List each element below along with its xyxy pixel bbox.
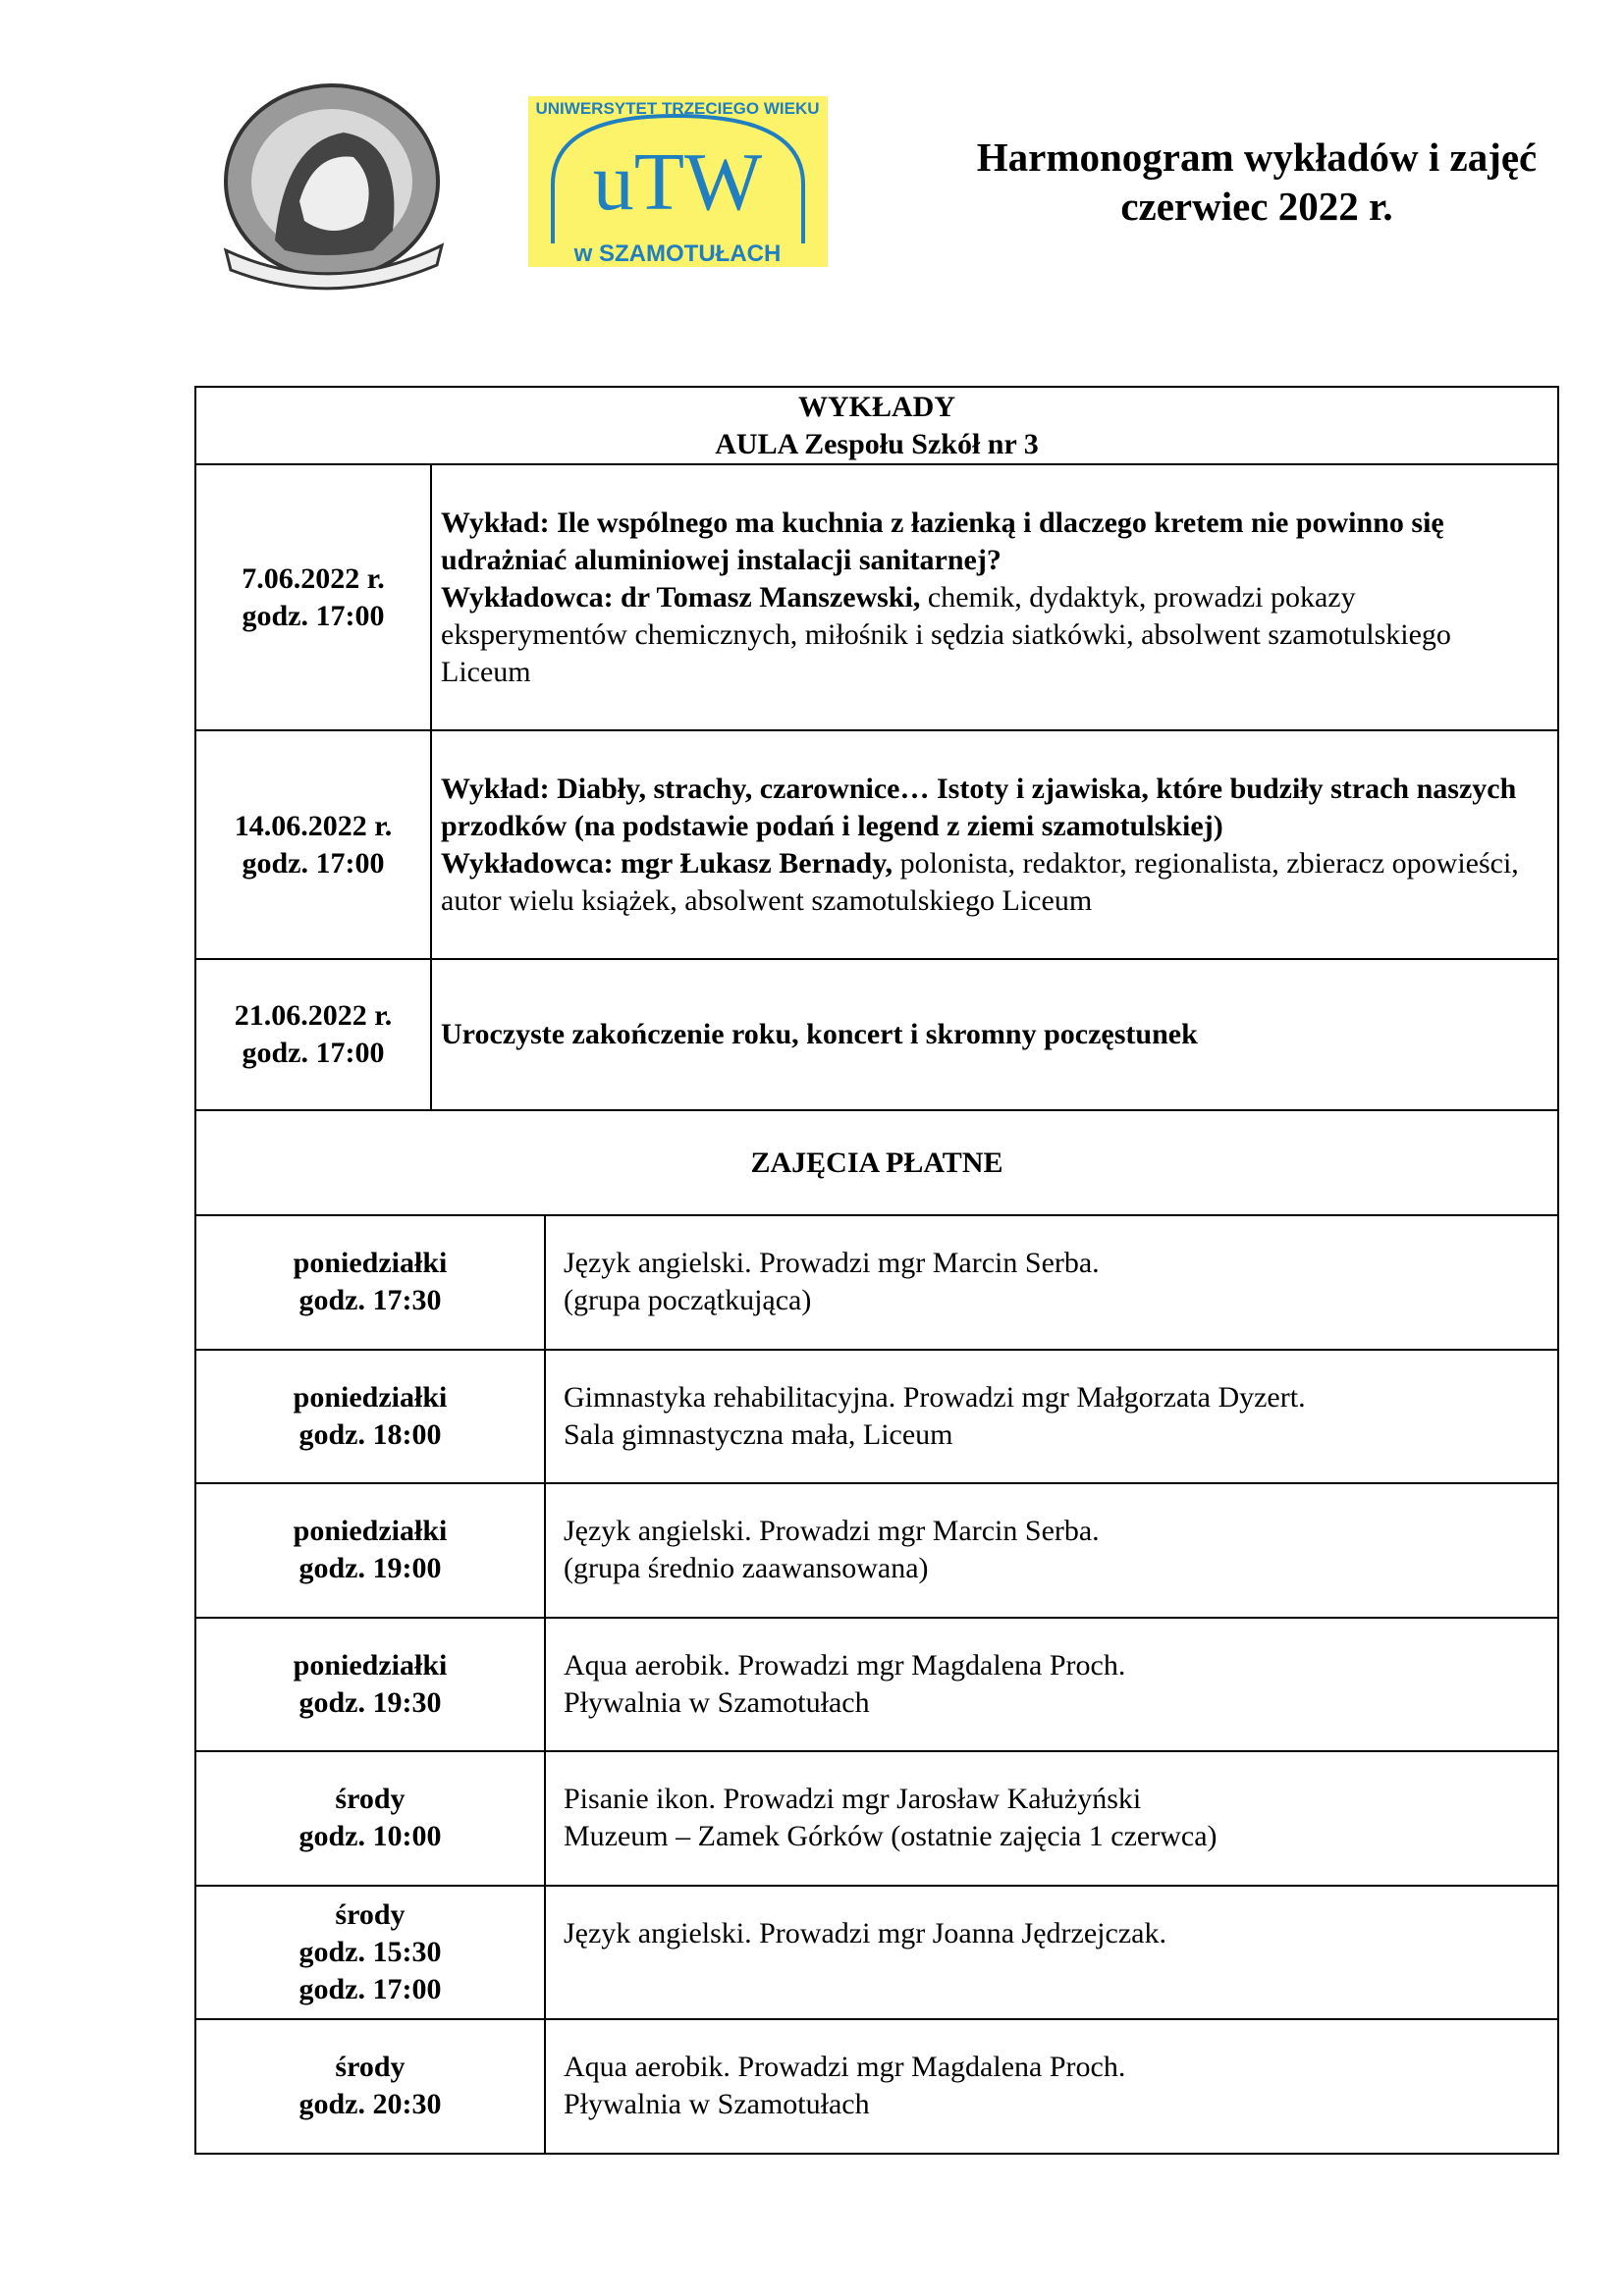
class-description-line: Język angielski. Prowadzi mgr Marcin Serba. xyxy=(564,1247,1100,1280)
lecturer-bio: polonista, redaktor, regionalista, zbieracz opowieści, autor wielu książek, absolwent szamotulskiego Liceum xyxy=(441,846,1519,917)
class-description-line: Aqua aerobik. Prowadzi mgr Magdalena Proch. xyxy=(564,2051,1126,2084)
class-schedule xyxy=(195,1618,545,1752)
lecturer-name: Wykładowca: dr Tomasz Manszewski, xyxy=(441,580,921,614)
class-schedule xyxy=(195,1886,545,2020)
class-time: godz. 19:00 xyxy=(298,1552,442,1585)
class-description xyxy=(545,1618,1558,1752)
class-time: godz. 19:30 xyxy=(298,1685,442,1719)
utw-logo xyxy=(528,96,828,267)
lecture-date: 14.06.2022 r. xyxy=(234,809,393,842)
lecture-description xyxy=(431,464,1558,730)
lectures-table xyxy=(194,386,1559,1111)
class-day: poniedziałki xyxy=(293,1380,448,1414)
class-row xyxy=(195,1350,1558,1484)
class-row xyxy=(195,1751,1558,1886)
lecture-description xyxy=(431,959,1558,1110)
class-description-line: Pisanie ikon. Prowadzi mgr Jarosław Kałużyński xyxy=(564,1783,1142,1816)
lecture-time: godz. 17:00 xyxy=(242,1037,385,1069)
class-row xyxy=(195,1618,1558,1752)
class-schedule xyxy=(195,1215,545,1350)
class-row xyxy=(195,1886,1558,2020)
class-day: środy xyxy=(335,2051,406,2084)
class-schedule xyxy=(195,1350,545,1484)
class-schedule xyxy=(195,1751,545,1886)
class-description xyxy=(545,1215,1558,1350)
class-description-line: Muzeum – Zamek Górków (ostatnie zajęcia 1 czerwca) xyxy=(564,1820,1218,1853)
class-time: godz. 10:00 xyxy=(298,1820,442,1853)
class-schedule xyxy=(195,2019,545,2154)
svg-text:w SZAMOTUŁACH: w SZAMOTUŁACH xyxy=(573,240,782,267)
class-day: poniedziałki xyxy=(293,1247,448,1280)
lectures-title: WYKŁADY xyxy=(797,390,955,423)
class-row xyxy=(195,1215,1558,1350)
lecture-time: godz. 17:00 xyxy=(242,846,385,880)
class-row xyxy=(195,1483,1558,1618)
class-description xyxy=(545,1350,1558,1484)
title-line-1: Harmonogram wykładów i zajęć xyxy=(976,134,1538,180)
class-time: godz. 20:30 xyxy=(298,2088,442,2121)
lecture-time: godz. 17:00 xyxy=(242,599,385,632)
class-day: środy xyxy=(335,1897,406,1931)
lecture-date: 7.06.2022 r. xyxy=(242,561,385,595)
class-description-line: Pływalnia w Szamotułach xyxy=(564,1685,870,1719)
lecture-description xyxy=(431,730,1558,959)
lectures-header xyxy=(195,387,1558,464)
class-day: poniedziałki xyxy=(293,1648,448,1682)
class-description-line: Język angielski. Prowadzi mgr Marcin Serba. xyxy=(564,1515,1100,1548)
page-title xyxy=(864,133,1624,231)
class-description xyxy=(545,1886,1558,2020)
class-time: godz. 15:30 xyxy=(298,1935,442,1968)
class-time: godz. 18:00 xyxy=(298,1417,442,1451)
title-line-2: czerwiec 2022 r. xyxy=(1120,184,1393,229)
class-day: środy xyxy=(335,1783,406,1816)
lecture-topic: Wykład: Ile wspólnego ma kuchnia z łazienką i dlaczego kretem nie powinno się udrażniać aluminiowej instalacji sanitarnej? xyxy=(441,506,1444,576)
svg-text:UNIWERSYTET TRZECIEGO WIEKU: UNIWERSYTET TRZECIEGO WIEKU xyxy=(535,99,820,118)
class-description xyxy=(545,2019,1558,2154)
class-description-line: (grupa średnio zaawansowana) xyxy=(564,1552,929,1585)
class-description-line xyxy=(564,1952,1548,1990)
class-description-line: Aqua aerobik. Prowadzi mgr Magdalena Proch. xyxy=(564,1648,1126,1682)
lecturer-bio: chemik, dydaktyk, prowadzi pokazy eksperymentów chemicznych, miłośnik i sędzia siatkówki, absolwent szamotulskiego Liceum xyxy=(441,580,1451,688)
lecture-date: 21.06.2022 r. xyxy=(234,999,393,1032)
class-description-line: Pływalnia w Szamotułach xyxy=(564,2088,870,2121)
class-description-line: Sala gimnastyczna mała, Liceum xyxy=(564,1417,953,1451)
svg-text:uTW: uTW xyxy=(592,136,763,228)
class-description-line: Gimnastyka rehabilitacyjna. Prowadzi mgr Małgorzata Dyzert. xyxy=(564,1380,1306,1414)
alumni-association-logo xyxy=(206,83,461,294)
lecture-row xyxy=(195,730,1558,959)
class-description-line: Język angielski. Prowadzi mgr Joanna Jędrzejczak. xyxy=(564,1916,1166,1949)
lecture-topic: Wykład: Diabły, strachy, czarownice… Istoty i zjawiska, które budziły strach naszych przodków (na podstawie podań i legend z ziemi szamotulskiej) xyxy=(441,772,1517,842)
class-description xyxy=(545,1751,1558,1886)
lecture-row xyxy=(195,959,1558,1110)
paid-classes-table xyxy=(194,1109,1559,2155)
paid-classes-header: ZAJĘCIA PŁATNE xyxy=(195,1110,1558,1215)
class-time: godz. 17:30 xyxy=(298,1284,442,1317)
class-description-line: (grupa początkująca) xyxy=(564,1284,812,1317)
lecture-row xyxy=(195,464,1558,730)
class-schedule xyxy=(195,1483,545,1618)
class-time: godz. 17:00 xyxy=(298,1972,442,2005)
lecture-topic: Uroczyste zakończenie roku, koncert i skromny poczęstunek xyxy=(441,1018,1198,1050)
lectures-location: AULA Zespołu Szkół nr 3 xyxy=(715,427,1039,460)
lecturer-name: Wykładowca: mgr Łukasz Bernady, xyxy=(441,846,893,880)
class-description xyxy=(545,1483,1558,1618)
class-day: poniedziałki xyxy=(293,1515,448,1548)
class-row xyxy=(195,2019,1558,2154)
